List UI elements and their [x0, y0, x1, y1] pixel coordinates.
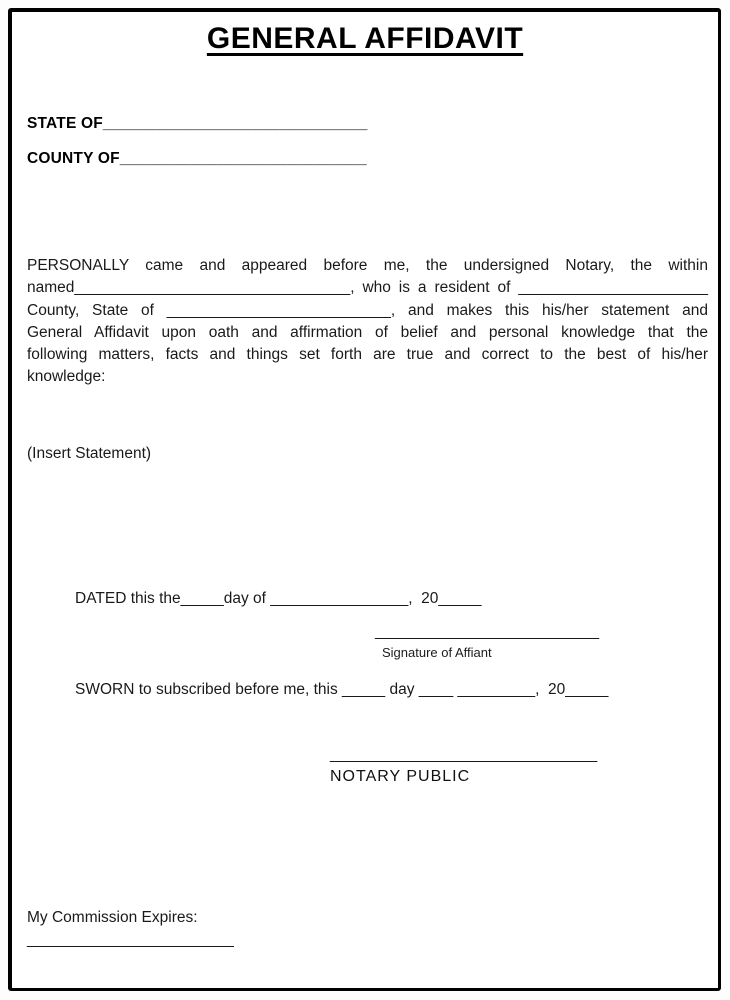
sworn-line: SWORN to subscribed before me, this _____ day ____ _________, 20_____ [75, 681, 609, 698]
notary-blank-line: _______________________________ [330, 746, 598, 763]
signature-label: Signature of Affiant [382, 645, 492, 660]
county-of-line: COUNTY OF____________________________ [27, 150, 367, 167]
commission-block [27, 908, 234, 950]
notary-public-label: NOTARY PUBLIC [330, 768, 471, 785]
paragraph-line: General Affidavit upon oath and affirmation of belief and personal knowledge that the [27, 323, 708, 341]
commission-blank-line: ________________________ [27, 931, 234, 948]
signature-blank-line: __________________________ [375, 623, 600, 640]
paragraph-line: County, State of __________________________, and makes this his/her statement and [27, 301, 708, 319]
page-title [12, 22, 718, 56]
affidavit-body-paragraph [27, 255, 708, 389]
paragraph-line: following matters, facts and things set forth are true and correct to the best of his/her [27, 346, 708, 364]
paragraph-line: knowledge: [27, 368, 106, 386]
commission-expires-label: My Commission Expires: [27, 909, 198, 926]
insert-statement-placeholder: (Insert Statement) [27, 445, 152, 462]
paragraph-line: named________________________________, who is a resident of ______________________ [27, 279, 708, 297]
affidavit-page [8, 8, 721, 991]
dated-line: DATED this the_____day of ________________, 20_____ [75, 590, 482, 607]
page-title-text: GENERAL AFFIDAVIT [206, 22, 524, 55]
notary-block [330, 745, 597, 786]
paragraph-line: PERSONALLY came and appeared before me, the undersigned Notary, the within [27, 257, 708, 274]
signature-block [375, 622, 599, 660]
state-of-line: STATE OF______________________________ [27, 115, 368, 132]
